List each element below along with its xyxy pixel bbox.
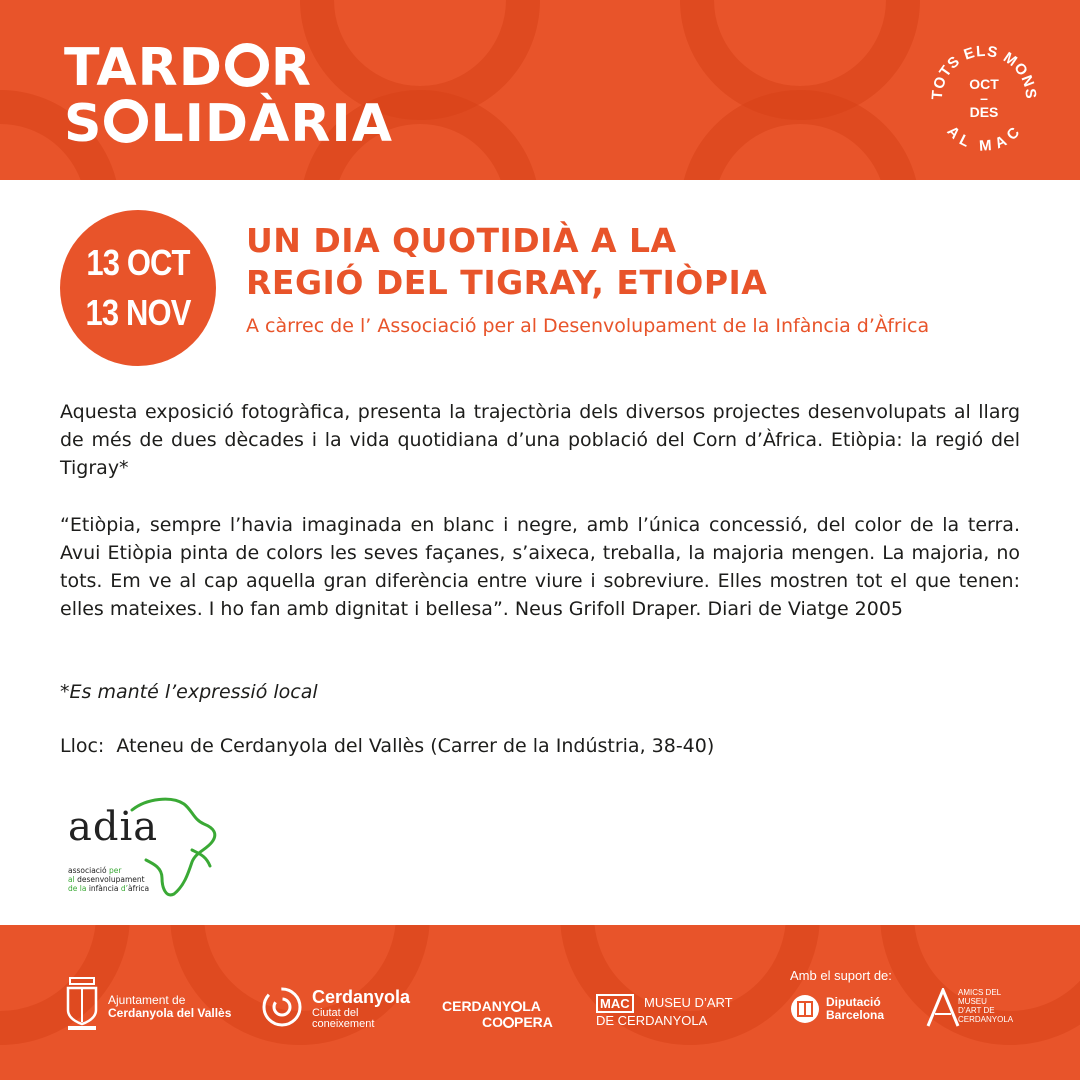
ring-o-icon [225,43,269,87]
decorative-ring [880,925,1080,1045]
footnote: *Es manté l’expressió local [60,681,318,703]
amics-line4: CERDANYOLA [958,1015,1014,1024]
date-circle [60,210,216,366]
event-title-line2: REGIÓ DEL TIGRAY, ETIÒPIA [246,263,768,302]
badge-ring-bottom-text: AL MAC [943,122,1025,154]
diputacio-line1: Diputació [826,995,881,1009]
ring-o-icon [503,1017,514,1028]
adia-wordmark: adia [68,804,159,850]
amics-a-icon [926,988,960,1028]
diputacio-line2: Barcelona [826,1008,885,1022]
cerdanyola-sub1: Ciutat del [312,1007,359,1019]
decorative-ring [680,90,920,180]
coat-of-arms-icon [64,976,100,1032]
location-text: Lloc: Ateneu de Cerdanyola del Vallès (Carrer de la Indústria, 38-40) [60,735,715,757]
campaign-title-line1: TARD R [64,38,312,98]
svg-text:AL MAC [943,123,1024,154]
amics-line2: MUSEU [958,997,987,1006]
badge-dash: – [980,90,988,106]
swirl-circle-icon [260,985,308,1029]
ajuntament-logo [64,976,232,1037]
campaign-title-line2: S LIDÀRIA [64,94,393,154]
badge-des: DES [969,104,999,120]
ring-o-icon [511,1001,522,1012]
badge-oct: OCT [969,76,999,92]
event-title-line1: UN DIA QUOTIDIÀ A LA [246,221,677,260]
mac-abbr-box: MAC [596,994,634,1013]
amics-line3: D’ART DE [958,1006,995,1015]
cerdanyola-ciutat-logo [260,985,411,1034]
amics-museu-logo [926,988,1014,1033]
support-label: Amb el suport de: [790,968,892,983]
tots-els-mons-badge [928,42,1040,154]
adia-subtitle: associació per al desenvolupament de la infància d’àfrica [68,866,150,893]
mac-line2: DE CERDANYOLA [596,1013,708,1028]
event-organizer: A càrrec de l’ Associació per al Desenvolupament de la Infància d’Àfrica [246,315,930,337]
quote-paragraph: “Etiòpia, sempre l’havia imaginada en blanc i negre, amb l’única concessió, del color de la terra. Avui Etiòpia pinta de colors les seves façanes, s’aixeca, treballa, la majoria mengen. La majoria, no tots. Em ve al cap aquella gran diferència entre viure i sobreviure. Elles mostren tot el que tenen: elles mateixes. I ho fan amb dignitat i bellesa”. Neus Grifoll Draper. Diari de Viatge 2005 [60,514,1020,620]
mac-line1: MUSEU D’ART [644,995,733,1010]
cerdanyola-sub2: coneixement [312,1018,375,1030]
diputacio-seal-icon [790,994,820,1024]
campaign-title [64,40,393,152]
cerdanyola-title: Cerdanyola [312,987,411,1007]
ajuntament-line1: Ajuntament de [108,993,186,1007]
amics-line1: AMICS DEL [958,988,1002,997]
date-end: 13 NOV [85,292,191,333]
cerdanyola-coopera-logo: CERDANY LA CO PERA [442,998,553,1030]
date-start: 13 OCT [86,242,190,283]
ring-o-icon [104,99,148,143]
event-title [246,220,1026,304]
ajuntament-line2: Cerdanyola del Vallès [108,1006,232,1020]
header-band [0,0,1080,180]
description-paragraph: Aquesta exposició fotogràfica, presenta la trajectòria dels diversos projectes desenvolupats al llarg de més de dues dècades i la vida quotidiana d’una població del Corn d’Àfrica. Etiòpia: la regió del Tigray* [60,401,1020,479]
diputacio-logo [790,994,885,1029]
badge-ring-top-text: TOTS ELS MONS [928,42,1040,101]
adia-logo [62,790,222,900]
